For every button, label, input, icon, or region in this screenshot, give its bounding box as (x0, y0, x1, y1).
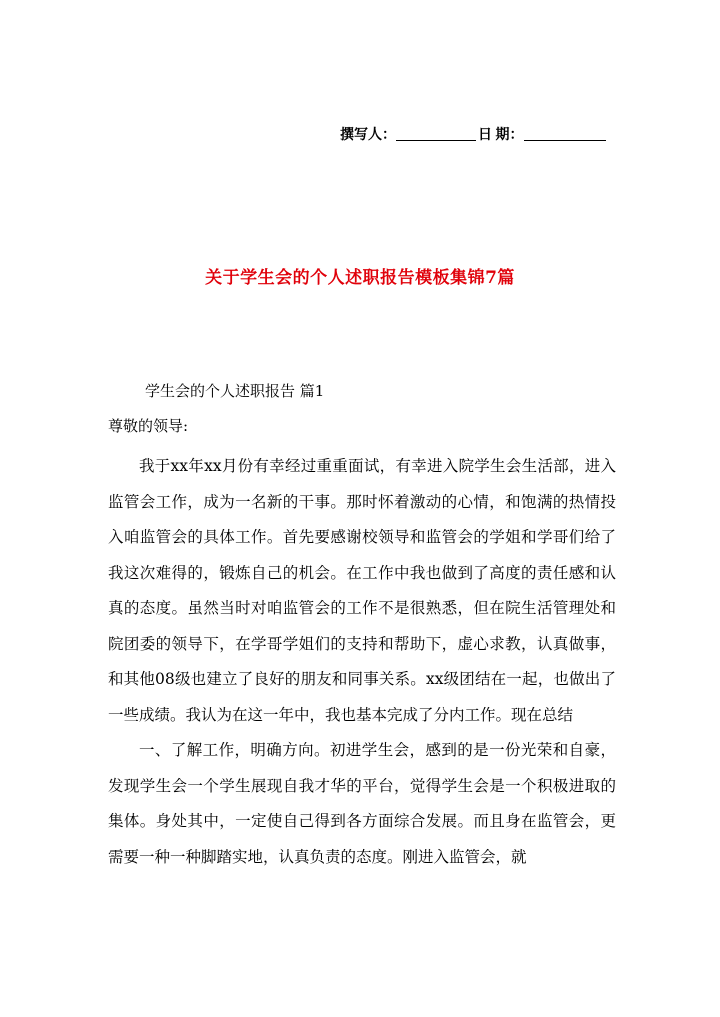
date-label: 日 期： (478, 128, 524, 143)
paragraph: 一、了解工作，明确方向。初进学生会，感到的是一份光荣和自豪，发现学生会一个学生展现自我才华的平台，觉得学生会是一个积极进取的集体。身处其中，一定使自己得到各方面综合发展。而且身在监管会，更需要一种一种脚踏实地，认真负责的态度。刚进入监管会，就 (108, 741, 616, 866)
body-text (108, 449, 616, 875)
author-date-line (340, 124, 620, 144)
paragraph: 我于xx年xx月份有幸经过重重面试，有幸进入院学生会生活部，进入监管会工作，成为一名新的干事。那时怀着激动的心情，和饱满的热情投入咱监管会的具体工作。首先要感谢校领导和监管会的学姐和学哥们给了我这次难得的，锻炼自己的机会。在工作中我也做到了高度的责任感和认真的态度。虽然当时对咱监管会的工作不是很熟悉，但在院生活管理处和院团委的领导下，在学哥学姐们的支持和帮助下，虚心求教，认真做事，和其他08级也建立了良好的朋友和同事关系。xx级团结在一起，也做出了一些成绩。我认为在这一年中，我也基本完成了分内工作。现在总结 (108, 457, 616, 724)
document-title: 关于学生会的个人述职报告模板集锦7篇 (205, 268, 515, 288)
section-heading: 学生会的个人述职报告 篇1 (145, 382, 325, 400)
author-blank (396, 128, 476, 141)
author-label: 撰写人： (340, 128, 396, 143)
date-blank (524, 128, 606, 141)
salutation: 尊敬的领导: (108, 417, 189, 435)
